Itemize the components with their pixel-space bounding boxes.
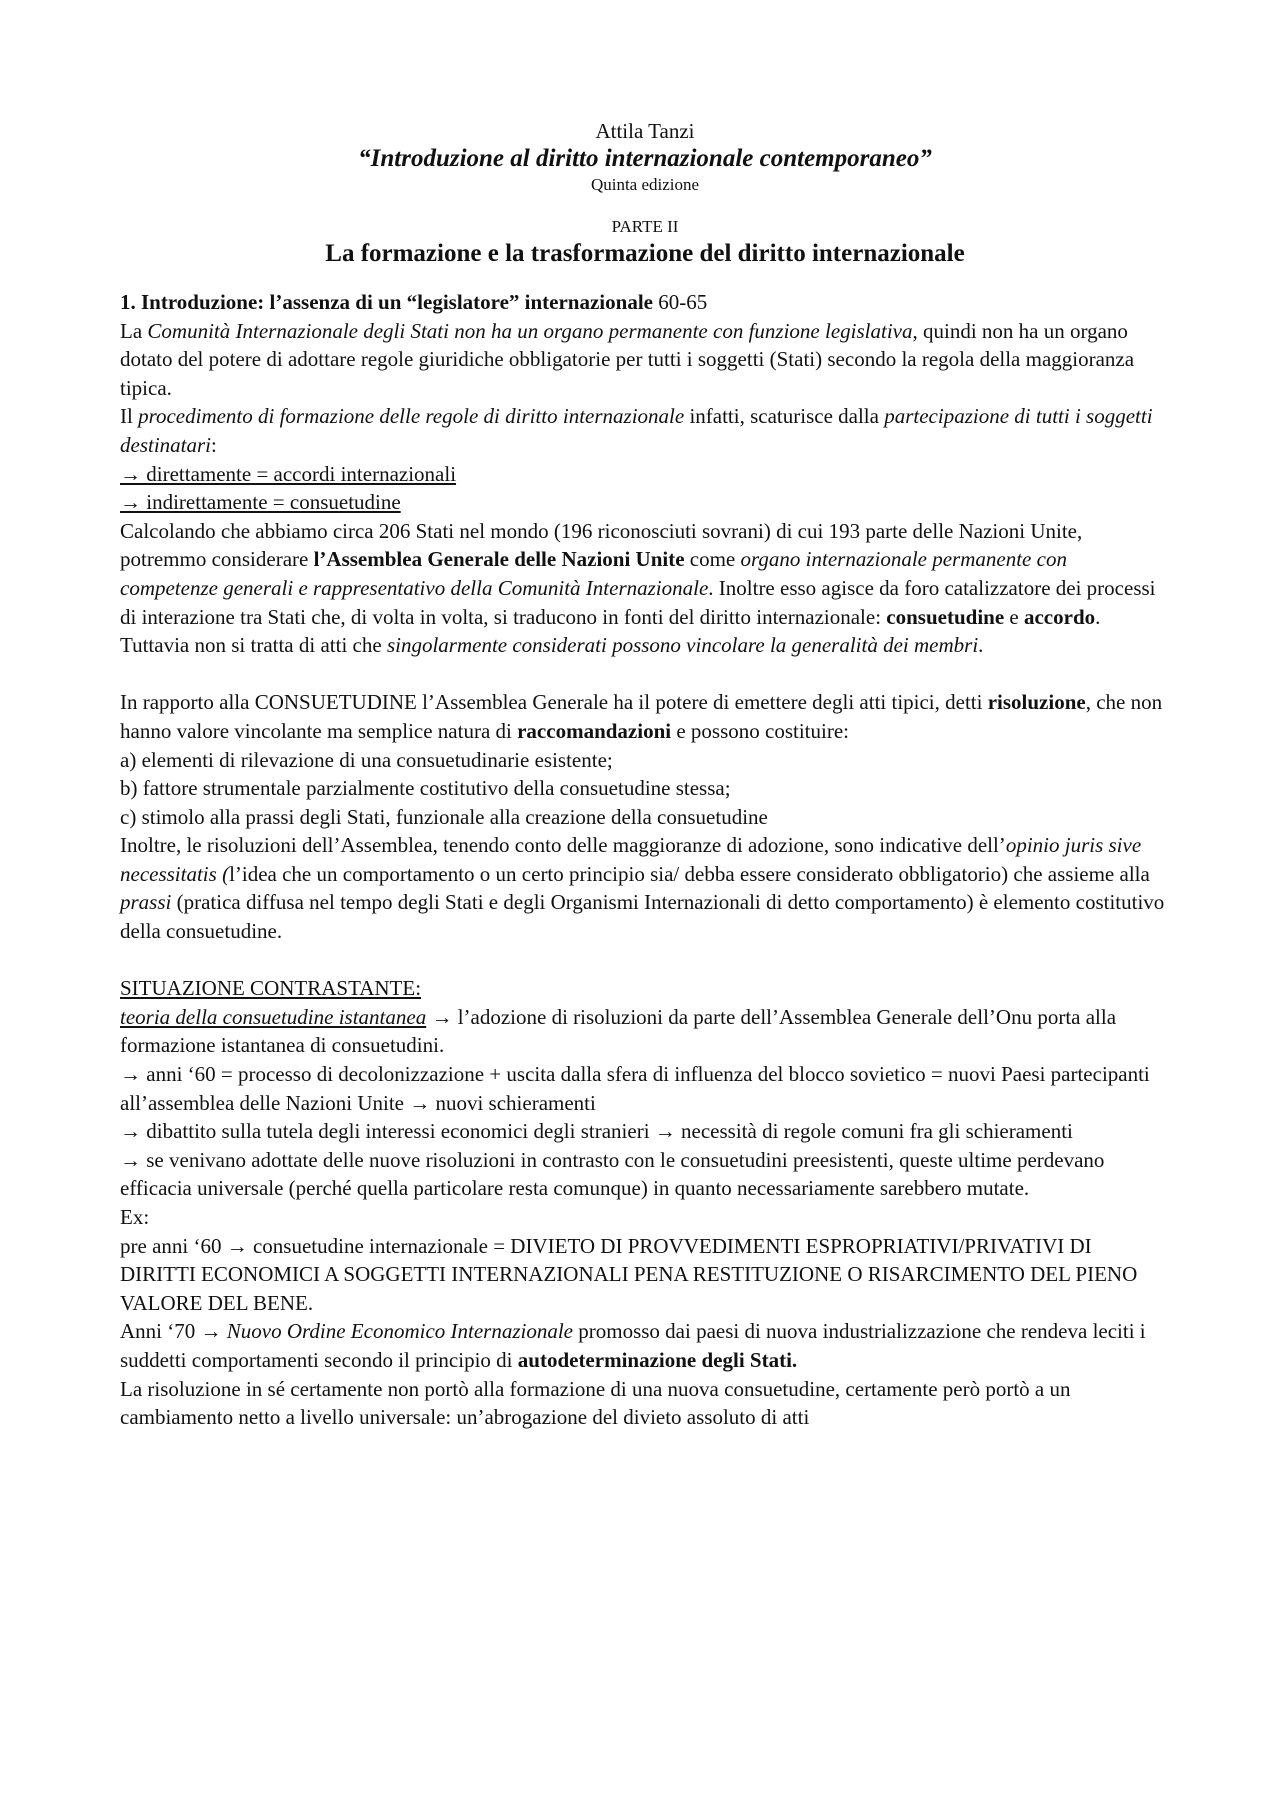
text-run: teoria della consuetudine istantanea <box>120 1004 427 1029</box>
text-run: consuetudine <box>886 604 1005 629</box>
text-run: l’idea che un comportamento o un certo principio sia/ debba essere considerato obbligatorio) che assieme alla <box>229 861 1150 886</box>
text-run: Anni ‘70 → <box>120 1319 227 1344</box>
text-run: prassi <box>120 890 172 915</box>
arrow-item-direct-text: → direttamente = accordi internazionali <box>120 461 457 486</box>
text-run: raccomandazioni <box>517 718 672 743</box>
paragraph-12 <box>120 1317 1170 1374</box>
text-run: . <box>1095 604 1101 629</box>
text-run: , che non hanno valore vincolante ma semplice natura di <box>120 690 1163 743</box>
paragraph-8: → anni ‘60 = processo di decolonizzazione + uscita dalla sfera di influenza del blocco sovietico = nuovi Paesi partecipanti all’assemblea delle Nazioni Unite → nuovi schieramenti <box>120 1062 1150 1115</box>
example-label: Ex: <box>120 1205 150 1229</box>
paragraph-10: → se venivano adottate delle nuove risoluzioni in contrasto con le consuetudini preesistenti, queste ultime perdevano efficacia universale (perché quella particolare resta comunque) in quanto necessariamente sarebbero mutate. <box>120 1147 1105 1201</box>
edition-label: Quinta edizione <box>590 175 700 194</box>
text-run: risoluzione <box>987 690 1086 715</box>
paragraph-7 <box>120 1003 1170 1060</box>
text-run: , quindi non ha un organo dotato del potere di adottare regole giuridiche obbligatorie per tutti i soggetti (Stati) secondo la regola della maggioranza tipica. <box>120 318 1135 400</box>
text-run: organo internazionale permanente con competenze generali e rappresentativo della Comunità Internazionale <box>120 547 1067 600</box>
paragraph-6 <box>120 831 1170 945</box>
text-run: Tuttavia non si tratta di atti che <box>120 633 387 658</box>
paragraph-2 <box>120 402 1170 459</box>
text-run: l’Assemblea Generale delle Nazioni Unite <box>313 547 685 572</box>
text-run: In rapporto alla CONSUETUDINE l’Assemblea Generale ha il potere di emettere degli atti tipici, detti <box>120 690 988 715</box>
list-item-b: b) fattore strumentale parzialmente costitutivo della consuetudine stessa; <box>120 776 731 801</box>
paragraph-9: → dibattito sulla tutela degli interessi economici degli stranieri → necessità di regole comuni fra gli schieramenti <box>120 1119 1073 1144</box>
text-run: Nuovo Ordine Economico Internazionale <box>226 1319 573 1344</box>
section-heading-text: 1. Introduzione: l’assenza di un “legislatore” internazionale <box>120 290 653 314</box>
text-run: accordo <box>1023 604 1096 629</box>
text-run: procedimento di formazione delle regole di diritto internazionale <box>138 404 685 429</box>
text-run: singolarmente considerati possono vincolare la generalità dei membri <box>386 633 979 658</box>
text-run: e <box>1004 604 1024 629</box>
text-run: partecipazione di tutti i soggetti destinatari <box>120 404 1153 457</box>
text-run: Comunità Internazionale degli Stati non ha un organo permanente con funzione legislativa <box>147 318 913 343</box>
list-item-a: a) elementi di rilevazione di una consuetudinarie esistente; <box>120 747 613 772</box>
text-run: Calcolando che abbiamo circa 206 Stati nel mondo (196 riconosciuti sovrani) di cui 193 parte delle Nazioni Unite, potremmo considerare <box>120 518 1083 572</box>
part-title: La formazione e la trasformazione del diritto internazionale <box>325 240 965 267</box>
document-page <box>120 118 1170 1432</box>
paragraph-spacer <box>120 660 1170 689</box>
text-run: infatti, scaturisce dalla <box>684 404 885 429</box>
paragraph-1 <box>120 317 1170 403</box>
author-name: Attila Tanzi <box>595 119 695 143</box>
section-heading-pages: 60-65 <box>652 290 708 314</box>
part-label: PARTE II <box>611 217 679 236</box>
paragraph-spacer <box>120 946 1170 975</box>
paragraph-5 <box>120 688 1170 745</box>
arrow-item-indirect <box>120 488 1170 517</box>
situazione-heading-text: SITUAZIONE CONTRASTANTE: <box>120 976 422 1001</box>
text-run: La <box>120 318 148 343</box>
text-run: → l’adozione di risoluzioni da parte dell’Assemblea Generale dell’Onu porta alla formazione istantanea di consuetudini. <box>120 1004 1117 1058</box>
text-run: . Inoltre esso agisce da foro catalizzatore dei processi di interazione tra Stati che, di volta in volta, si traducono in fonti del diritto internazionale: <box>120 575 1156 629</box>
text-run: Inoltre, le risoluzioni dell’Assemblea, tenendo conto delle maggioranze di adozione, sono indicative dell’ <box>120 833 1006 858</box>
text-run: . <box>978 633 984 658</box>
paragraph-13: La risoluzione in sé certamente non portò alla formazione di una nuova consuetudine, certamente però portò a un cambiamento netto a livello universale: un’abrogazione del divieto assoluto di atti <box>120 1376 1071 1430</box>
text-run: (pratica diffusa nel tempo degli Stati e degli Organismi Internazionali di detto comportamento) è elemento costitutivo della consuetudine. <box>120 890 1165 944</box>
situazione-heading <box>120 974 1170 1003</box>
section-heading <box>120 288 1170 317</box>
text-run: : <box>211 432 217 457</box>
paragraph-3 <box>120 517 1170 631</box>
arrow-item-indirect-text: → indirettamente = consuetudine <box>120 490 401 515</box>
text-run: e possono costituire: <box>671 718 849 743</box>
text-run: come <box>684 547 741 572</box>
arrow-item-direct <box>120 460 1170 489</box>
text-run: opinio juris sive necessitatis ( <box>120 833 1142 886</box>
book-title: “Introduzione al diritto internazionale contemporaneo” <box>358 145 932 172</box>
paragraph-4 <box>120 631 1170 660</box>
text-run: promosso dai paesi di nuova industrializzazione che rendeva leciti i suddetti comportamenti secondo il principio di <box>120 1319 1146 1372</box>
list-item-c: c) stimolo alla prassi degli Stati, funzionale alla creazione della consuetudine <box>120 804 768 829</box>
text-run: autodeterminazione degli Stati. <box>517 1347 798 1372</box>
text-run: Il <box>120 404 139 429</box>
paragraph-11: pre anni ‘60 → consuetudine internazionale = DIVIETO DI PROVVEDIMENTI ESPROPRIATIVI/PRIVATIVI DI DIRITTI ECONOMICI A SOGGETTI INTERNAZIONALI PENA RESTITUZIONE O RISARCIMENTO DEL PIENO VALORE DEL BENE. <box>120 1233 1138 1315</box>
